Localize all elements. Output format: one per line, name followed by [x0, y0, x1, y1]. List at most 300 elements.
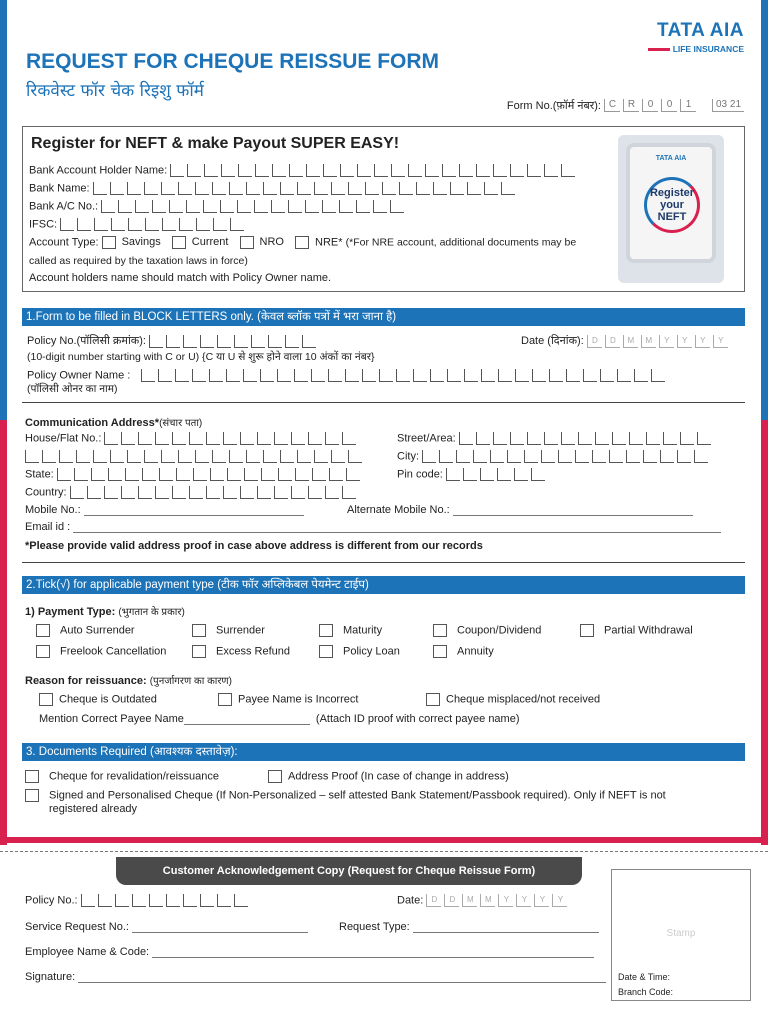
- char-box[interactable]: [422, 450, 436, 463]
- house-boxes[interactable]: [104, 432, 359, 445]
- char-box[interactable]: [578, 432, 592, 445]
- maturity-checkbox[interactable]: [319, 624, 333, 637]
- char-box[interactable]: [223, 432, 237, 445]
- char-box[interactable]: [149, 335, 163, 348]
- char-box[interactable]: [240, 432, 254, 445]
- excess-refund-checkbox[interactable]: [192, 645, 206, 658]
- char-box[interactable]: [331, 450, 345, 463]
- char-box[interactable]: [121, 486, 135, 499]
- char-box[interactable]: [493, 432, 507, 445]
- char-box[interactable]: [263, 182, 277, 195]
- surrender-checkbox[interactable]: [192, 624, 206, 637]
- char-box[interactable]: [271, 200, 285, 213]
- doc-address-checkbox[interactable]: [268, 770, 282, 783]
- char-box[interactable]: [456, 450, 470, 463]
- char-box[interactable]: [192, 369, 206, 382]
- char-box[interactable]: [694, 450, 708, 463]
- char-box[interactable]: [507, 450, 521, 463]
- char-box[interactable]: [413, 369, 427, 382]
- char-box[interactable]: [60, 218, 74, 231]
- char-box[interactable]: [493, 164, 507, 177]
- rt-input[interactable]: [413, 932, 599, 933]
- char-box[interactable]: [77, 218, 91, 231]
- char-box[interactable]: [291, 486, 305, 499]
- char-box[interactable]: [138, 432, 152, 445]
- char-box[interactable]: [544, 164, 558, 177]
- char-box[interactable]: [244, 468, 258, 481]
- char-box[interactable]: [396, 369, 410, 382]
- char-box[interactable]: [342, 486, 356, 499]
- char-box[interactable]: [200, 335, 214, 348]
- bank-name-boxes[interactable]: [93, 182, 518, 195]
- char-box[interactable]: [183, 894, 197, 907]
- char-box[interactable]: [302, 335, 316, 348]
- char-box[interactable]: [592, 450, 606, 463]
- char-box[interactable]: [237, 200, 251, 213]
- char-box[interactable]: [196, 218, 210, 231]
- char-box[interactable]: [193, 468, 207, 481]
- char-box[interactable]: [187, 164, 201, 177]
- char-box[interactable]: [246, 450, 260, 463]
- char-box[interactable]: [166, 894, 180, 907]
- char-box[interactable]: [314, 450, 328, 463]
- char-box[interactable]: [348, 450, 362, 463]
- date-char-box[interactable]: M: [480, 894, 495, 907]
- char-box[interactable]: [176, 468, 190, 481]
- char-box[interactable]: [223, 486, 237, 499]
- char-box[interactable]: [93, 182, 107, 195]
- policy-number-boxes[interactable]: [149, 335, 319, 348]
- char-box[interactable]: [527, 432, 541, 445]
- char-box[interactable]: [566, 369, 580, 382]
- char-box[interactable]: [617, 369, 631, 382]
- char-box[interactable]: [280, 182, 294, 195]
- char-box[interactable]: [161, 450, 175, 463]
- char-box[interactable]: [104, 432, 118, 445]
- char-box[interactable]: [501, 182, 515, 195]
- char-box[interactable]: [643, 450, 657, 463]
- char-box[interactable]: [277, 369, 291, 382]
- char-box[interactable]: [510, 164, 524, 177]
- date-char-box[interactable]: M: [641, 335, 656, 348]
- char-box[interactable]: [285, 335, 299, 348]
- char-box[interactable]: [612, 432, 626, 445]
- char-box[interactable]: [226, 369, 240, 382]
- payee-input[interactable]: [184, 724, 310, 725]
- char-box[interactable]: [195, 182, 209, 195]
- mobile-input[interactable]: [84, 515, 304, 516]
- char-box[interactable]: [76, 450, 90, 463]
- char-box[interactable]: [373, 200, 387, 213]
- char-box[interactable]: [463, 468, 477, 481]
- sig-input[interactable]: [78, 982, 606, 983]
- char-box[interactable]: [189, 432, 203, 445]
- char-box[interactable]: [447, 369, 461, 382]
- char-box[interactable]: [439, 450, 453, 463]
- char-box[interactable]: [399, 182, 413, 195]
- char-box[interactable]: [212, 450, 226, 463]
- char-box[interactable]: [297, 182, 311, 195]
- char-box[interactable]: [161, 182, 175, 195]
- char-box[interactable]: [204, 164, 218, 177]
- char-box[interactable]: [104, 486, 118, 499]
- char-box[interactable]: [314, 182, 328, 195]
- holder-name-boxes[interactable]: [170, 164, 578, 177]
- char-box[interactable]: [189, 486, 203, 499]
- coupon-checkbox[interactable]: [433, 624, 447, 637]
- char-box[interactable]: [544, 432, 558, 445]
- char-box[interactable]: [328, 369, 342, 382]
- address-line-boxes[interactable]: [25, 450, 365, 463]
- char-box[interactable]: [91, 468, 105, 481]
- char-box[interactable]: [346, 468, 360, 481]
- char-box[interactable]: [476, 432, 490, 445]
- char-box[interactable]: [490, 450, 504, 463]
- char-box[interactable]: [142, 468, 156, 481]
- emp-input[interactable]: [152, 957, 594, 958]
- char-box[interactable]: [206, 432, 220, 445]
- incorrect-payee-checkbox[interactable]: [218, 693, 232, 706]
- char-box[interactable]: [425, 164, 439, 177]
- char-box[interactable]: [162, 218, 176, 231]
- nro-checkbox[interactable]: [240, 236, 254, 249]
- char-box[interactable]: [42, 450, 56, 463]
- char-box[interactable]: [255, 164, 269, 177]
- char-box[interactable]: [260, 369, 274, 382]
- account-number-boxes[interactable]: [101, 200, 407, 213]
- char-box[interactable]: [629, 432, 643, 445]
- partial-withdrawal-checkbox[interactable]: [580, 624, 594, 637]
- char-box[interactable]: [339, 200, 353, 213]
- char-box[interactable]: [497, 468, 511, 481]
- char-box[interactable]: [227, 468, 241, 481]
- char-box[interactable]: [459, 164, 473, 177]
- char-box[interactable]: [261, 468, 275, 481]
- char-box[interactable]: [416, 182, 430, 195]
- char-box[interactable]: [125, 468, 139, 481]
- char-box[interactable]: [541, 450, 555, 463]
- char-box[interactable]: [229, 182, 243, 195]
- annuity-checkbox[interactable]: [433, 645, 447, 658]
- date-char-box[interactable]: D: [444, 894, 459, 907]
- char-box[interactable]: [291, 432, 305, 445]
- char-box[interactable]: [294, 369, 308, 382]
- char-box[interactable]: [446, 468, 460, 481]
- char-box[interactable]: [476, 164, 490, 177]
- char-box[interactable]: [308, 486, 322, 499]
- char-box[interactable]: [274, 486, 288, 499]
- char-box[interactable]: [374, 164, 388, 177]
- char-box[interactable]: [697, 432, 711, 445]
- char-box[interactable]: [118, 200, 132, 213]
- char-box[interactable]: [680, 432, 694, 445]
- date-char-box[interactable]: Y: [516, 894, 531, 907]
- doc-signed-checkbox[interactable]: [25, 789, 39, 802]
- char-box[interactable]: [473, 450, 487, 463]
- char-box[interactable]: [101, 200, 115, 213]
- char-box[interactable]: [70, 486, 84, 499]
- date-char-box[interactable]: Y: [695, 335, 710, 348]
- char-box[interactable]: [59, 450, 73, 463]
- char-box[interactable]: [408, 164, 422, 177]
- char-box[interactable]: [312, 468, 326, 481]
- char-box[interactable]: [391, 164, 405, 177]
- char-box[interactable]: [342, 432, 356, 445]
- char-box[interactable]: [115, 894, 129, 907]
- savings-label: Savings: [121, 236, 161, 249]
- char-box[interactable]: [263, 450, 277, 463]
- char-box[interactable]: [127, 182, 141, 195]
- char-box[interactable]: [514, 468, 528, 481]
- char-box[interactable]: [127, 450, 141, 463]
- char-box[interactable]: [246, 182, 260, 195]
- char-box[interactable]: [132, 894, 146, 907]
- char-box[interactable]: [74, 468, 88, 481]
- char-box[interactable]: [430, 369, 444, 382]
- char-box[interactable]: [212, 182, 226, 195]
- char-box[interactable]: [362, 369, 376, 382]
- date-char-box[interactable]: Y: [713, 335, 728, 348]
- char-box[interactable]: [379, 369, 393, 382]
- char-box[interactable]: [240, 486, 254, 499]
- char-box[interactable]: [158, 369, 172, 382]
- char-box[interactable]: [172, 486, 186, 499]
- char-box[interactable]: [308, 432, 322, 445]
- char-box[interactable]: [345, 369, 359, 382]
- char-box[interactable]: [183, 335, 197, 348]
- ifsc-boxes[interactable]: [60, 218, 247, 231]
- char-box[interactable]: [357, 164, 371, 177]
- country-boxes[interactable]: [70, 486, 359, 499]
- char-box[interactable]: [289, 164, 303, 177]
- char-box[interactable]: [600, 369, 614, 382]
- date-boxes[interactable]: [587, 335, 731, 348]
- char-box[interactable]: [340, 164, 354, 177]
- char-box[interactable]: [203, 200, 217, 213]
- char-box[interactable]: [365, 182, 379, 195]
- char-box[interactable]: [295, 468, 309, 481]
- date-char-box[interactable]: Y: [498, 894, 513, 907]
- outdated-checkbox[interactable]: [39, 693, 53, 706]
- date-char-box[interactable]: D: [605, 335, 620, 348]
- savings-checkbox[interactable]: [102, 236, 116, 249]
- char-box[interactable]: [356, 200, 370, 213]
- char-box[interactable]: [170, 164, 184, 177]
- street-boxes[interactable]: [459, 432, 714, 445]
- char-box[interactable]: [524, 450, 538, 463]
- char-box[interactable]: [141, 369, 155, 382]
- char-box[interactable]: [149, 894, 163, 907]
- char-box[interactable]: [254, 200, 268, 213]
- char-box[interactable]: [159, 468, 173, 481]
- char-box[interactable]: [179, 218, 193, 231]
- char-box[interactable]: [221, 164, 235, 177]
- char-box[interactable]: [595, 432, 609, 445]
- char-box[interactable]: [323, 164, 337, 177]
- date-char-box[interactable]: Y: [552, 894, 567, 907]
- char-box[interactable]: [558, 450, 572, 463]
- char-box[interactable]: [195, 450, 209, 463]
- date-char-box[interactable]: D: [426, 894, 441, 907]
- badge-line-3: NEFT: [657, 211, 687, 223]
- char-box[interactable]: [121, 432, 135, 445]
- char-box[interactable]: [144, 182, 158, 195]
- char-box[interactable]: [152, 200, 166, 213]
- char-box[interactable]: [229, 450, 243, 463]
- city-boxes[interactable]: [422, 450, 711, 463]
- char-box[interactable]: [172, 432, 186, 445]
- current-checkbox[interactable]: [172, 236, 186, 249]
- char-box[interactable]: [626, 450, 640, 463]
- char-box[interactable]: [646, 432, 660, 445]
- char-box[interactable]: [178, 450, 192, 463]
- char-box[interactable]: [609, 450, 623, 463]
- state-boxes[interactable]: [57, 468, 363, 481]
- char-box[interactable]: [498, 369, 512, 382]
- char-box[interactable]: [331, 182, 345, 195]
- char-box[interactable]: [110, 450, 124, 463]
- char-box[interactable]: [178, 182, 192, 195]
- owner-name-boxes[interactable]: [141, 369, 668, 382]
- char-box[interactable]: [200, 894, 214, 907]
- char-box[interactable]: [93, 450, 107, 463]
- char-box[interactable]: [57, 468, 71, 481]
- char-box[interactable]: [111, 218, 125, 231]
- freelook-checkbox[interactable]: [36, 645, 50, 658]
- sr-input[interactable]: [132, 932, 308, 933]
- char-box[interactable]: [297, 450, 311, 463]
- char-box[interactable]: [110, 182, 124, 195]
- char-box[interactable]: [209, 369, 223, 382]
- char-box[interactable]: [510, 432, 524, 445]
- char-box[interactable]: [251, 335, 265, 348]
- char-box[interactable]: [25, 450, 39, 463]
- date-char-box[interactable]: D: [587, 335, 602, 348]
- char-box[interactable]: [128, 218, 142, 231]
- char-box[interactable]: [169, 200, 183, 213]
- char-box[interactable]: [217, 335, 231, 348]
- char-box[interactable]: [135, 200, 149, 213]
- char-box[interactable]: [634, 369, 648, 382]
- char-box[interactable]: [450, 182, 464, 195]
- char-box[interactable]: [257, 486, 271, 499]
- pin-boxes[interactable]: [446, 468, 548, 481]
- char-box[interactable]: [515, 369, 529, 382]
- char-box[interactable]: [575, 450, 589, 463]
- char-box[interactable]: [561, 432, 575, 445]
- date-char-box[interactable]: M: [623, 335, 638, 348]
- char-box[interactable]: [663, 432, 677, 445]
- char-box[interactable]: [257, 432, 271, 445]
- char-box[interactable]: [210, 468, 224, 481]
- char-box[interactable]: [527, 164, 541, 177]
- char-box[interactable]: [459, 432, 473, 445]
- char-box[interactable]: [234, 335, 248, 348]
- char-box[interactable]: [213, 218, 227, 231]
- misplaced-checkbox[interactable]: [426, 693, 440, 706]
- date-char-box[interactable]: Y: [534, 894, 549, 907]
- char-box[interactable]: [305, 200, 319, 213]
- char-box[interactable]: [238, 164, 252, 177]
- char-box[interactable]: [532, 369, 546, 382]
- char-box[interactable]: [467, 182, 481, 195]
- char-box[interactable]: [234, 894, 248, 907]
- email-input[interactable]: [73, 532, 721, 533]
- char-box[interactable]: [155, 486, 169, 499]
- char-box[interactable]: [243, 369, 257, 382]
- char-box[interactable]: [217, 894, 231, 907]
- char-box[interactable]: [87, 486, 101, 499]
- city-label: City:: [397, 450, 419, 463]
- char-box[interactable]: [325, 486, 339, 499]
- char-box[interactable]: [484, 182, 498, 195]
- date-char-box[interactable]: Y: [677, 335, 692, 348]
- auto-surrender-checkbox[interactable]: [36, 624, 50, 637]
- char-box[interactable]: [390, 200, 404, 213]
- char-box[interactable]: [230, 218, 244, 231]
- char-box[interactable]: [274, 432, 288, 445]
- char-box[interactable]: [660, 450, 674, 463]
- owner-hindi: (पॉलिसी ओनर का नाम): [27, 383, 118, 395]
- char-box[interactable]: [480, 468, 494, 481]
- alt-mobile-input[interactable]: [453, 515, 693, 516]
- char-box[interactable]: [155, 432, 169, 445]
- char-box[interactable]: [94, 218, 108, 231]
- char-box[interactable]: [278, 468, 292, 481]
- ack-date-boxes[interactable]: [426, 894, 570, 907]
- char-box[interactable]: [108, 468, 122, 481]
- char-box[interactable]: [531, 468, 545, 481]
- char-box[interactable]: [144, 450, 158, 463]
- char-box[interactable]: [311, 369, 325, 382]
- char-box[interactable]: [175, 369, 189, 382]
- char-box[interactable]: [481, 369, 495, 382]
- char-box[interactable]: [651, 369, 665, 382]
- policy-loan-checkbox[interactable]: [319, 645, 333, 658]
- char-box[interactable]: [166, 335, 180, 348]
- char-box[interactable]: [382, 182, 396, 195]
- char-box[interactable]: [186, 200, 200, 213]
- char-box[interactable]: [329, 468, 343, 481]
- char-box[interactable]: [268, 335, 282, 348]
- char-box[interactable]: [98, 894, 112, 907]
- char-box[interactable]: [145, 218, 159, 231]
- char-box[interactable]: [348, 182, 362, 195]
- nre-checkbox[interactable]: [295, 236, 309, 249]
- char-box[interactable]: [677, 450, 691, 463]
- char-box[interactable]: [220, 200, 234, 213]
- char-box[interactable]: [583, 369, 597, 382]
- char-box[interactable]: [325, 432, 339, 445]
- date-char-box[interactable]: M: [462, 894, 477, 907]
- char-box[interactable]: [306, 164, 320, 177]
- char-box[interactable]: [549, 369, 563, 382]
- char-box[interactable]: [464, 369, 478, 382]
- char-box[interactable]: [288, 200, 302, 213]
- char-box[interactable]: [272, 164, 286, 177]
- char-box[interactable]: [81, 894, 95, 907]
- doc-cheque-checkbox[interactable]: [25, 770, 39, 783]
- date-char-box[interactable]: Y: [659, 335, 674, 348]
- char-box[interactable]: [138, 486, 152, 499]
- char-box[interactable]: [280, 450, 294, 463]
- char-box[interactable]: [433, 182, 447, 195]
- char-box[interactable]: [322, 200, 336, 213]
- ack-policy-boxes[interactable]: [81, 894, 251, 907]
- char-box[interactable]: [442, 164, 456, 177]
- char-box[interactable]: [561, 164, 575, 177]
- char-box[interactable]: [206, 486, 220, 499]
